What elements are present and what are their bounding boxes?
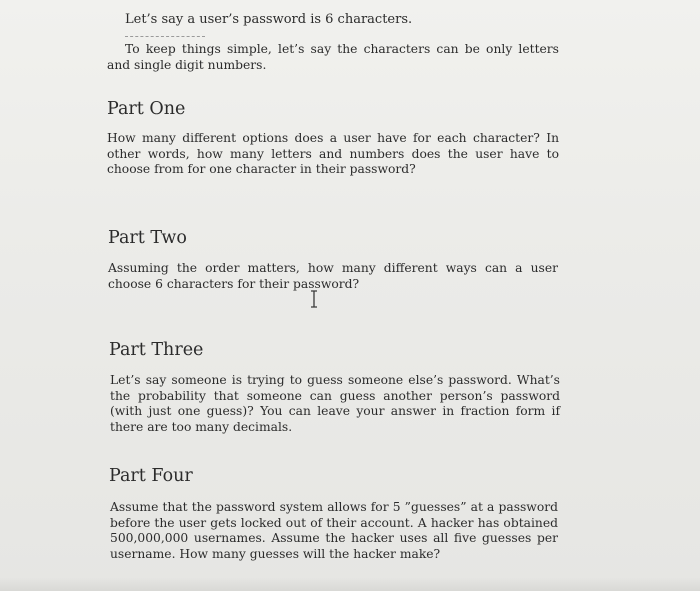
intro-line: Let’s say a user’s password is 6 characters.	[125, 12, 413, 27]
text-cursor-icon	[309, 290, 319, 308]
part-three-text: Let’s say someone is trying to guess someone else’s password. What’s the probability that someone can guess another person’s password (with just one guess)? You can leave your answer in fraction form if there are too many decimals.	[110, 373, 560, 434]
part-four-text: Assume that the password system allows for 5 ”guesses” at a password before the user gets locked out of their account. A hacker has obtained 500,000,000 usernames. Assume the hacker uses all five guesses per username. How many guesses will the hacker make?	[110, 500, 558, 561]
part-one-heading: Part One	[107, 99, 186, 119]
intro-paragraph: To keep things simple, let’s say the characters can be only letters and single digit numbers.	[107, 42, 559, 72]
part-two-heading: Part Two	[108, 228, 187, 248]
part-four-heading: Part Four	[109, 466, 193, 486]
part-three-heading: Part Three	[109, 340, 204, 360]
part-one-text: How many different options does a user have for each character? In other words, how many letters and numbers does the user have to choose from for one character in their password?	[107, 131, 559, 176]
dashed-divider	[125, 36, 205, 37]
part-two-text: Assuming the order matters, how many different ways can a user choose 6 characters for their password?	[108, 261, 558, 291]
